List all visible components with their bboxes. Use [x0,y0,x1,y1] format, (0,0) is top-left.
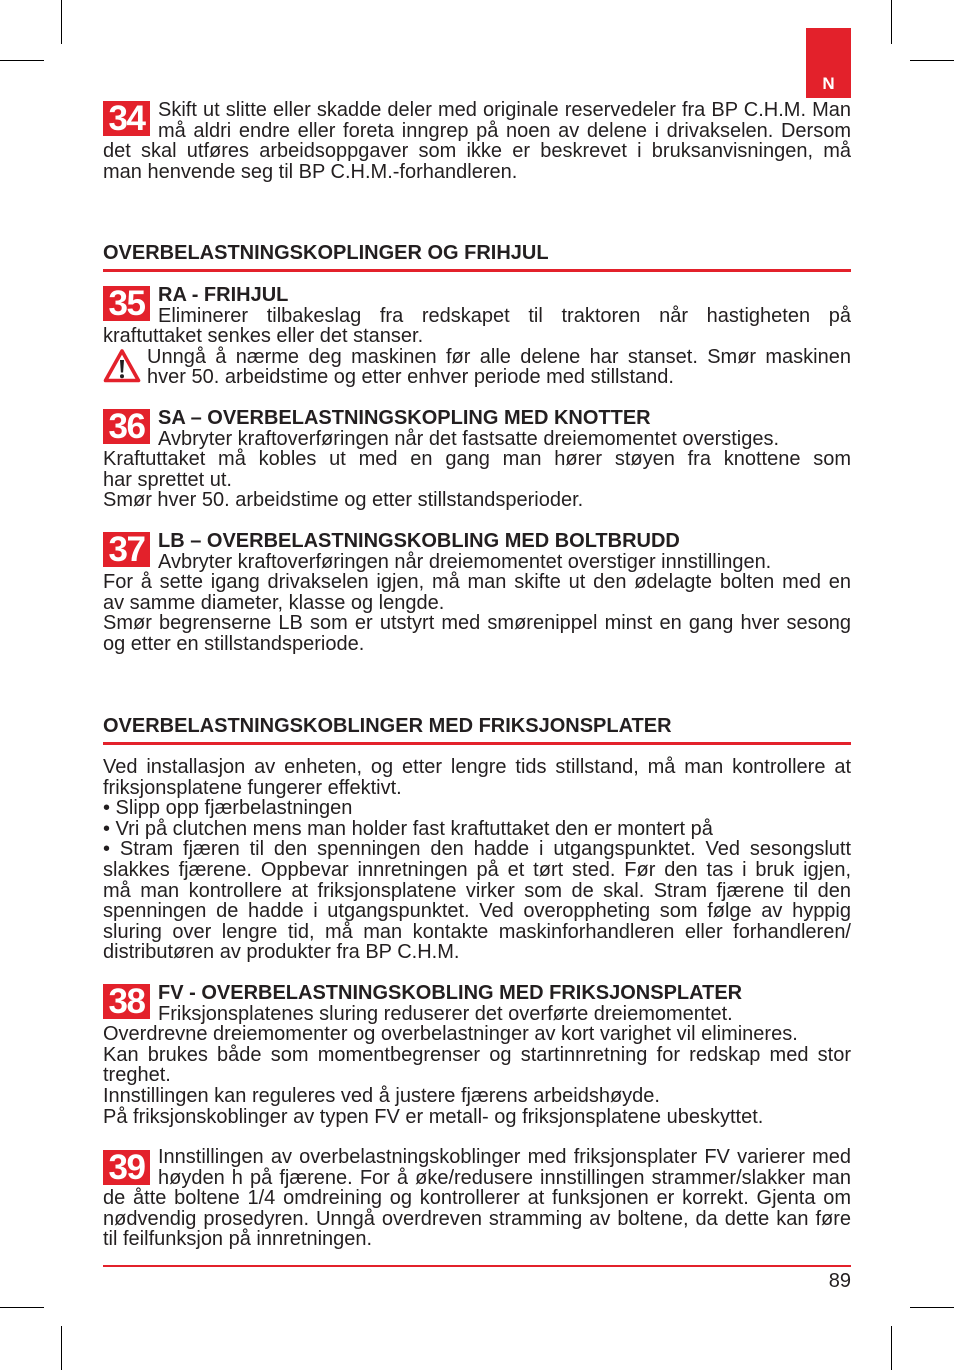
bullet-item: • Slipp opp fjærbelastningen [103,797,353,820]
section-text-line: treghet. [103,1064,171,1087]
section-text-line: Kraftuttaket må kobles ut med en gang man hører støyen fra knottene som [103,448,851,471]
section-text-line: Smør begrenserne LB som er utstyrt med smørenippel minst en gang hver sesong [103,612,851,635]
section-text-line: nødvendig prosedyren. Unngå overdreven stramming av boltene, da dette kan føre [103,1207,851,1230]
step-number-badge: 35 [103,286,150,321]
warning-text-line: hver 50. arbeidstime og etter enhver periode med stillstand. [147,366,674,389]
crop-mark [61,0,62,44]
crop-mark [910,1307,954,1308]
step-number-badge: 37 [103,532,150,567]
crop-mark [910,60,954,61]
crop-mark [891,1326,892,1370]
paragraph-line: distributøren av produkter fra BP C.H.M. [103,941,460,964]
section-text-line: det skal utføres arbeidsoppgaver som ikke er beskrevet i bruksanvisningen, må [103,140,851,163]
section-text-line: Avbryter kraftoverføringen når det fastsatte dreiemomentet overstiges. [158,427,780,450]
section-text-line: av samme diameter, klasse og lengde. [103,591,445,614]
section-text-line: kraftuttaket senkes eller det stanser. [103,325,424,348]
section-36 [103,408,851,511]
bullet-item: • Vri på clutchen mens man holder fast kraftuttaket den er montert på [103,817,713,840]
section-text-line: og etter en stillstandsperiode. [103,632,365,655]
step-number-badge: 36 [103,409,150,444]
section-heading: OVERBELASTNINGSKOBLINGER MED FRIKSJONSPLATER [103,715,672,737]
section-title: FV - OVERBELASTNINGSKOBLING MED FRIKSJONSPLATER [158,982,743,1004]
section-text-line: høyden h på fjærene. For å øke/redusere innstillingen strammer/slakker man [158,1166,851,1189]
section-text-line: må aldri endre eller foreta inngrep på noen av delene i drivakselen. Dersom [158,119,851,142]
section-text-line: har sprettet ut. [103,468,232,491]
section-text-line: Avbryter kraftoverføringen når dreiemomentet overstiger innstillingen. [158,550,772,573]
paragraph-line: sluring over lengre tid, må man kontakte maskinforhandleren eller forhandleren/ [103,920,851,943]
section-38 [103,983,851,1127]
bullet-item: • Stram fjæren til den spenningen den hadde i utgangspunktet. Ved sesongslutt [103,838,851,861]
section-text-line: til feilfunksjon på innretningen. [103,1228,373,1251]
section-text-line: Innstillingen kan reguleres ved å justere fjærens arbeidshøyde. [103,1084,660,1107]
section-text-line: For å sette igang drivakselen igjen, må man skifte ut den ødelagte bolten med en [103,571,851,594]
section-34 [103,100,851,182]
footer-rule [103,1265,851,1267]
section-text-line: Skift ut slitte eller skadde deler med originale reservedeler fra BP C.H.M. Man [158,99,851,121]
section-text-line: Kan brukes både som momentbegrenser og startinnretning for redskap med stor [103,1043,851,1066]
paragraph-line: slakkes fjærene. Oppbevar innretningen på et tørt sted. Før den tas i bruk igjen, [103,858,851,881]
warning-text-line: Unngå å nærme deg maskinen før alle delene har stanset. Smør maskinen [147,345,851,368]
section-text-line: de åtte boltene 1/4 omdreining og kontrollerer at funksjonen er korrekt. Gjenta om [103,1187,851,1210]
heading-underline [103,742,851,745]
paragraph-line: må man kontrollere at friksjonsplatene virker som de skal. Stram fjærene til den [103,879,851,902]
section-35 [103,285,851,388]
step-number-badge: 34 [103,101,150,136]
paragraph-line: friksjonsplatene fungerer effektivt. [103,776,402,799]
section-text-line: Innstillingen av overbelastningskoblinger med friksjonsplater FV varierer med [158,1146,851,1168]
section-text-line: Eliminerer tilbakeslag fra redskapet til traktoren når hastigheten på [158,304,851,327]
section-text-line: man henvende seg til BP C.H.M.-forhandleren. [103,160,518,183]
section-37 [103,531,851,655]
step-number-badge: 39 [103,1150,150,1185]
section-text-line: Friksjonsplatenes sluring reduserer det overførte dreiemomentet. [158,1002,733,1025]
crop-mark [61,1326,62,1370]
page-number: 89 [828,1270,851,1292]
language-tab-label: N [822,74,835,93]
crop-mark [891,0,892,44]
step-number-badge: 38 [103,984,150,1019]
section-title: LB – OVERBELASTNINGSKOBLING MED BOLTBRUDD [158,530,680,552]
paragraph-line: Ved installasjon av enheten, og etter lengre tids stillstand, må man kontrollere at [103,756,851,778]
section-title: SA – OVERBELASTNINGSKOPLING MED KNOTTER [158,407,651,429]
friction-intro-paragraph [103,757,851,963]
crop-mark [0,1307,44,1308]
paragraph-line: spenningen de hadde i utgangspunktet. Ved overoppheting som følge av hyppig [103,900,851,923]
section-text-line: Smør hver 50. arbeidstime og etter stillstandsperioder. [103,489,584,512]
section-39 [103,1147,851,1250]
crop-mark [0,60,44,61]
section-heading: OVERBELASTNINGSKOPLINGER OG FRIHJUL [103,242,549,264]
section-text-line: På friksjonskoblinger av typen FV er metall- og friksjonsplatene ubeskyttet. [103,1105,764,1128]
section-text-line: Overdrevne dreiemomenter og overbelastninger av kort varighet vil elimineres. [103,1023,798,1046]
warning-triangle-icon [103,347,141,385]
heading-underline [103,269,851,272]
language-tab [806,28,851,98]
section-title: RA - FRIHJUL [158,284,289,306]
